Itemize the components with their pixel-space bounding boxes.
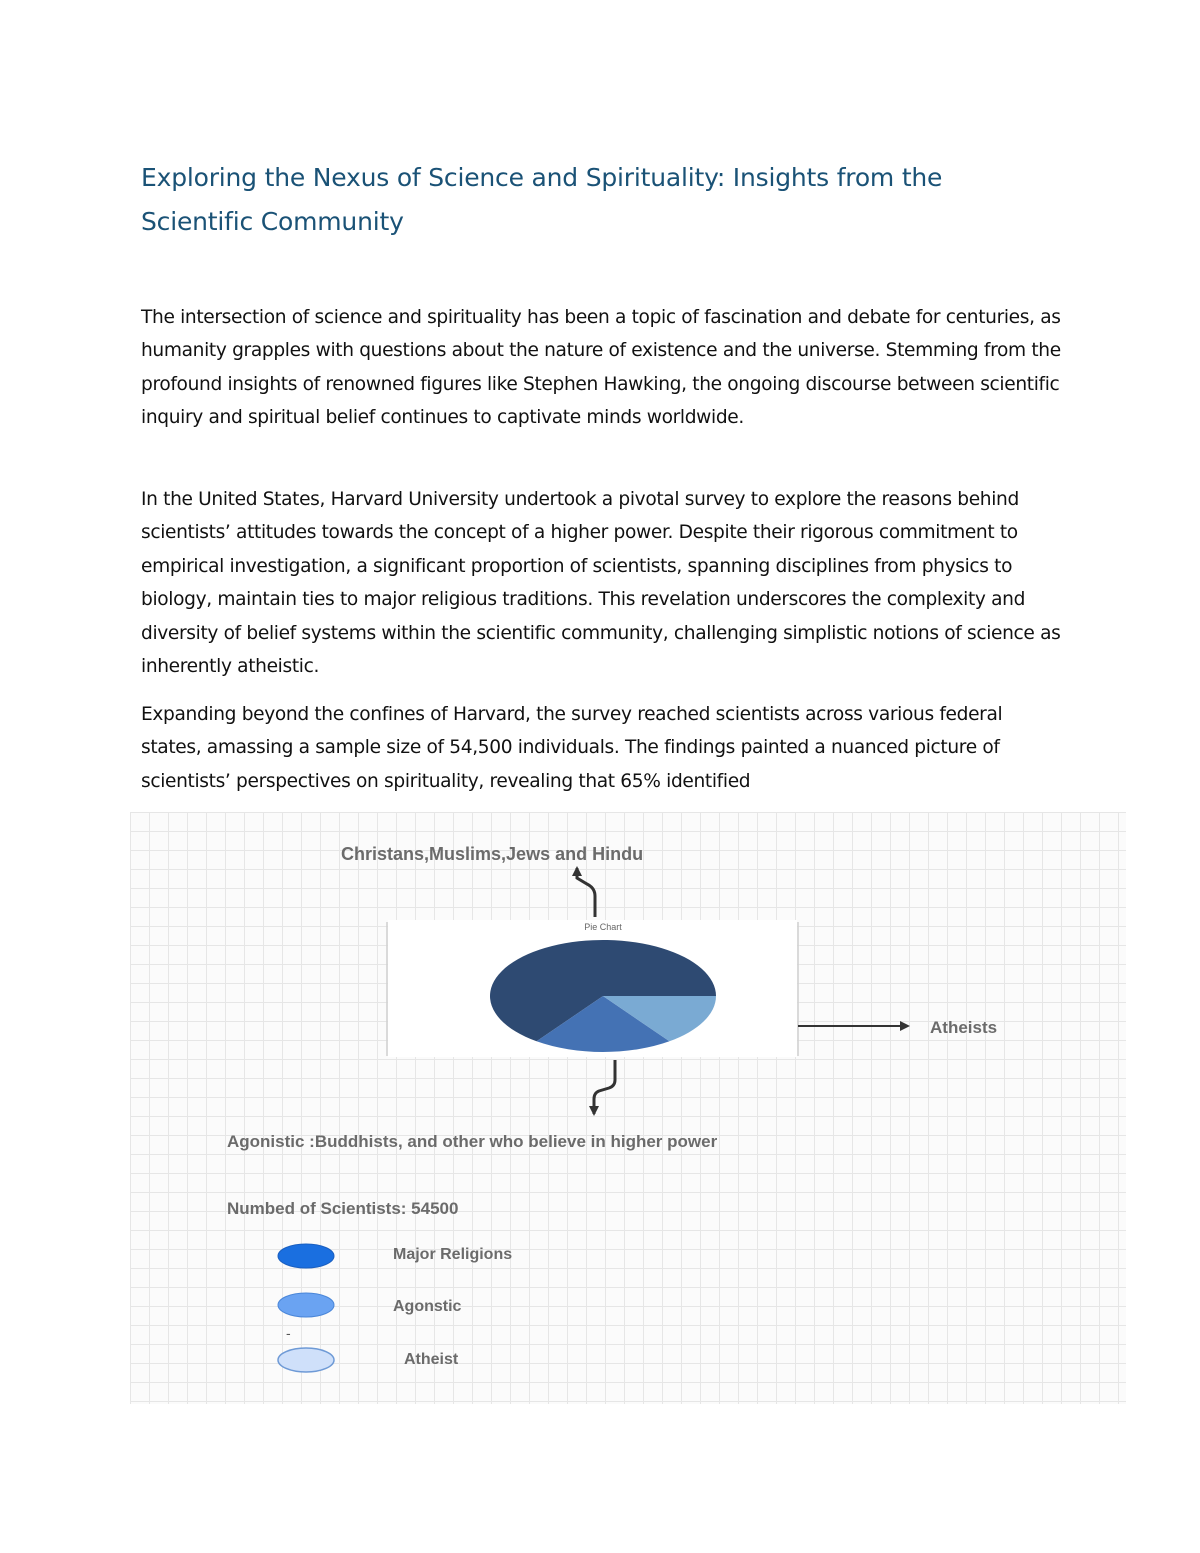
figure-canvas (130, 812, 1126, 1404)
paragraph-intro: The intersection of science and spirituality has been a topic of fascination and debate for centuries, as humanity grapples with questions about the nature of existence and the universe. Stemming from the profound insights of renowned figures like Stephen Hawking, the ongoing discourse between scientific inquiry and spiritual belief continues to captivate minds worldwide. (141, 307, 1061, 429)
right-label: Atheists (930, 1018, 998, 1037)
count-label: Numbed of Scientists: 54500 (227, 1199, 459, 1218)
legend-swatch-agnostic (278, 1293, 334, 1317)
paragraph-harvard-survey: In the United States, Harvard University undertook a pivotal survey to explore the reasons behind scientists’ attitudes towards the concept of a higher power. Despite their rigorous commitment to empirical investigation, a significant proportion of scientists, spanning disciplines from physics to biology, maintain ties to major religious traditions. This revelation underscores the complexity and diversity of belief systems within the scientific community, challenging simplistic notions of science as inherently atheistic. (141, 489, 1061, 678)
legend-label-agnostic: Agonstic (393, 1298, 462, 1315)
down-arrow (594, 1060, 615, 1114)
legend-dash: - (286, 1325, 291, 1341)
top-label: Christans,Muslims,Jews and Hindu (341, 844, 644, 864)
bottom-label: Agonistic :Buddhists, and other who believe in higher power (227, 1132, 718, 1151)
survey-figure (130, 812, 1126, 1404)
page-title: Exploring the Nexus of Science and Spirituality: Insights from the Scientific Community (141, 163, 943, 236)
up-arrow (577, 868, 595, 917)
legend-label-atheist: Atheist (404, 1351, 459, 1368)
paragraph-findings: Expanding beyond the confines of Harvard, the survey reached scientists across various federal states, amassing a sample size of 54,500 individuals. The findings painted a nuanced picture of scientists’ perspectives on spirituality, revealing that 65% identified (141, 704, 1003, 792)
pie-chart-title: Pie Chart (584, 922, 622, 932)
pie-chart (490, 940, 716, 1052)
legend-swatch-atheist (278, 1348, 334, 1372)
legend-label-major-religions: Major Religions (393, 1246, 513, 1263)
legend-swatch-major-religions (278, 1244, 334, 1268)
